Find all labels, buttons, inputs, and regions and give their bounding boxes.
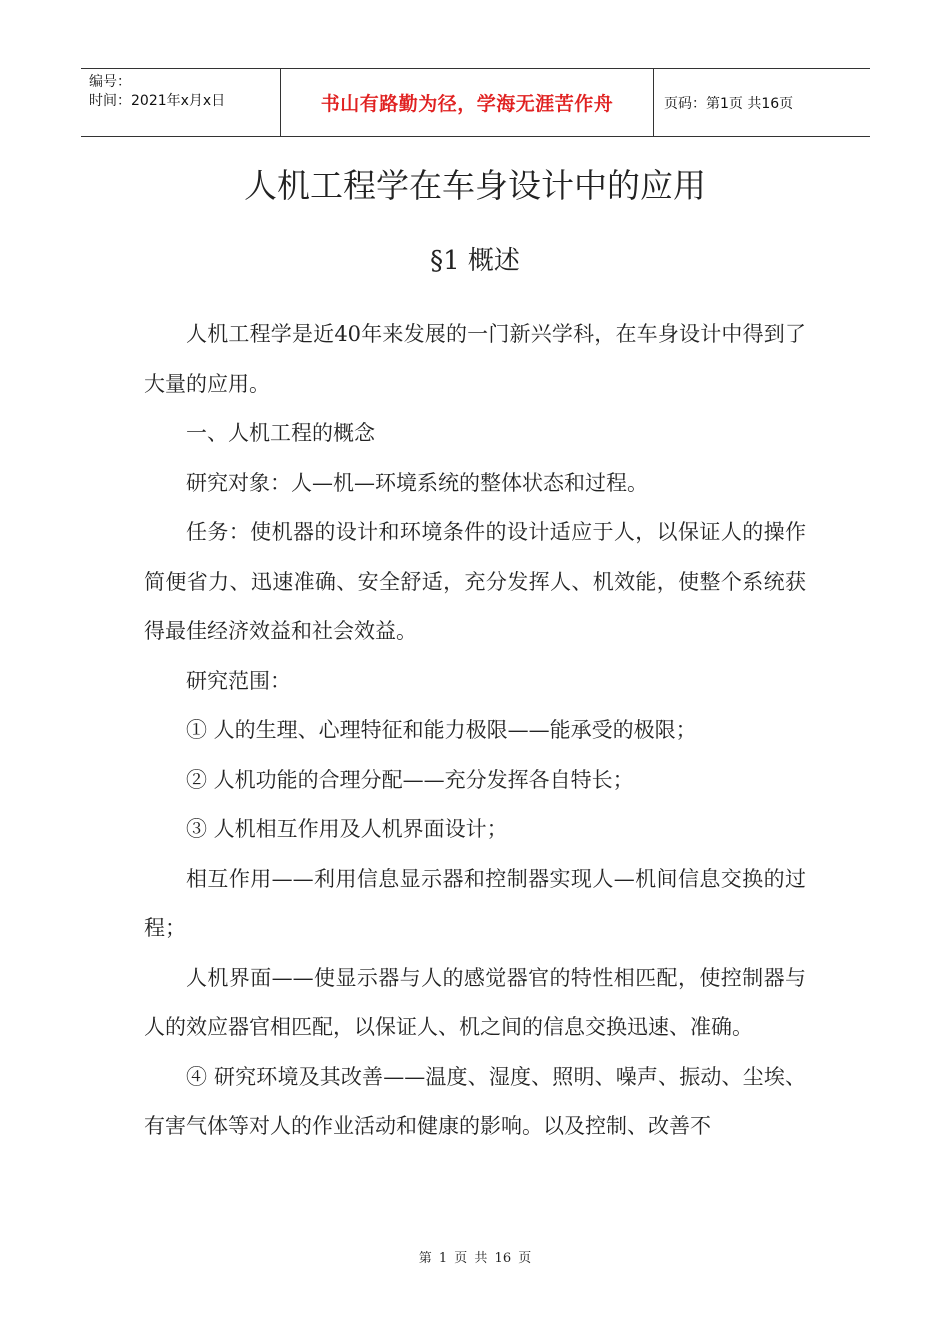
header-meta (81, 69, 281, 136)
paragraph: 人机界面——使显示器与人的感觉器官的特性相匹配，使控制器与人的效应器官相匹配，以保证人、机之间的信息交换迅速、准确。 (144, 965, 806, 1039)
page-footer: 第 1 页 共 16 页 (418, 1251, 532, 1266)
list-item: ③ 人机相互作用及人机界面设计； (186, 817, 508, 841)
section-heading: §1 概述 (430, 246, 520, 276)
document-body (144, 310, 806, 1152)
list-item: ④ 研究环境及其改善——温度、湿度、照明、噪声、振动、尘埃、有害气体等对人的作业活动和健康的影响。以及控制、改善不 (144, 1064, 806, 1138)
header-motto: 书山有路勤为径，学海无涯苦作舟 (281, 69, 654, 136)
list-item: ② 人机功能的合理分配——充分发挥各自特长； (186, 767, 634, 792)
list-item: ① 人的生理、心理特征和能力极限——能承受的极限； (186, 718, 697, 742)
paragraph: 研究对象：人—机—环境系统的整体状态和过程。 (186, 470, 648, 495)
paragraph: 人机工程学是近40年来发展的一门新兴学科，在车身设计中得到了大量的应用。 (144, 322, 806, 396)
paragraph: 任务：使机器的设计和环境条件的设计适应于人，以保证人的操作简便省力、迅速准确、安全舒适，充分发挥人、机效能，使整个系统获得最佳经济效益和社会效益。 (144, 520, 806, 643)
header-time-label: 时间：2021年x月x日 (89, 93, 226, 109)
paragraph: 一、人机工程的概念 (186, 421, 375, 445)
header-page-info: 页码：第1页 共16页 (664, 95, 794, 112)
page-header (81, 68, 870, 137)
header-number-label: 编号： (89, 74, 131, 90)
paragraph: 相互作用——利用信息显示器和控制器实现人—机间信息交换的过程； (144, 866, 806, 940)
document-title: 人机工程学在车身设计中的应用 (244, 166, 706, 205)
paragraph: 研究范围： (186, 668, 291, 693)
